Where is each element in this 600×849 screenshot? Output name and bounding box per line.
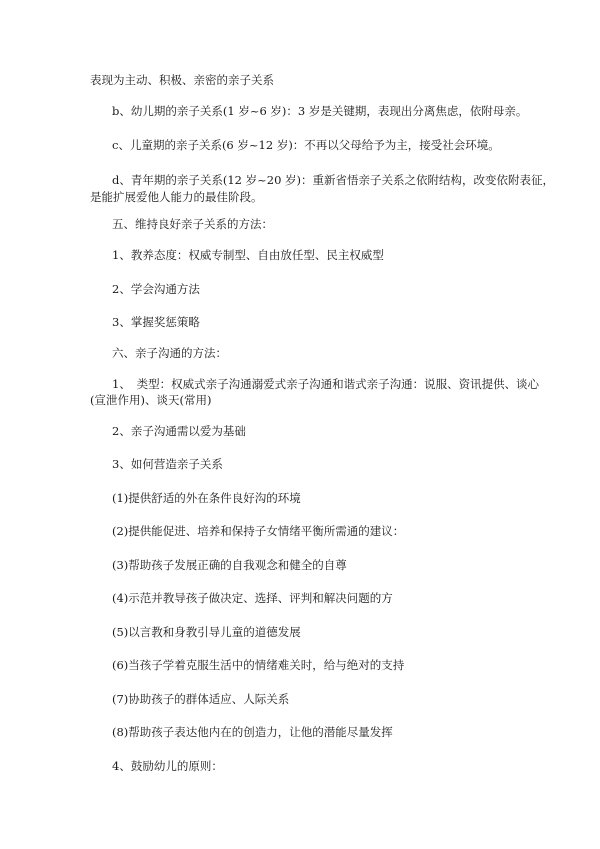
list-item: 4、鼓励幼儿的原则： bbox=[112, 759, 223, 773]
list-item: 1、 类型：权威式亲子沟通溺爱式亲子沟通和谐式亲子沟通：说服、资讯提供、谈心 bbox=[112, 377, 540, 391]
paragraph-line: 是能扩展爱他人能力的最佳阶段。 bbox=[90, 190, 263, 204]
list-item: 1、教养态度：权威专制型、自由放任型、民主权威型 bbox=[112, 248, 384, 262]
sublist-item: (3)帮助孩子发展正确的自我观念和健全的自尊 bbox=[112, 558, 347, 572]
list-item: 3、如何营造亲子关系 bbox=[112, 457, 223, 471]
sublist-item: (5)以言教和身教引导儿童的道德发展 bbox=[112, 625, 301, 639]
paragraph-line: 表现为主动、积极、亲密的亲子关系 bbox=[90, 73, 274, 87]
section-heading: 六、亲子沟通的方法： bbox=[112, 346, 227, 360]
sublist-item: (2)提供能促进、培养和保持子女情绪平衡所需通的建议： bbox=[112, 524, 405, 538]
sublist-item: (4)示范并教导孩子做决定、选择、评判和解决问题的方 bbox=[112, 591, 393, 605]
sublist-item: (8)帮助孩子表达他内在的创造力，让他的潜能尽量发挥 bbox=[112, 725, 393, 739]
sublist-item: (1)提供舒适的外在条件良好沟的环境 bbox=[112, 491, 301, 505]
section-heading: 五、维持良好亲子关系的方法： bbox=[112, 217, 273, 231]
paragraph-line: b、幼儿期的亲子关系(1 岁~6 岁)：3 岁是关键期，表现出分离焦虑，依附母亲。 bbox=[112, 104, 528, 118]
list-item: 2、学会沟通方法 bbox=[112, 282, 200, 296]
paragraph-line: (宣泄作用)、谈天(常用) bbox=[90, 393, 212, 407]
paragraph-line: c、儿童期的亲子关系(6 岁~12 岁)：不再以父母给予为主，接受社会环境。 bbox=[112, 138, 500, 152]
paragraph-line: d、青年期的亲子关系(12 岁~20 岁)：重新省悟亲子关系之依附结构，改变依附表征， bbox=[112, 173, 555, 187]
list-item: 2、亲子沟通需以爱为基础 bbox=[112, 424, 246, 438]
sublist-item: (7)协助孩子的群体适应、人际关系 bbox=[112, 692, 290, 706]
sublist-item: (6)当孩子学着克服生活中的情绪难关时，给与绝对的支持 bbox=[112, 658, 405, 672]
list-item: 3、掌握奖惩策略 bbox=[112, 315, 200, 329]
